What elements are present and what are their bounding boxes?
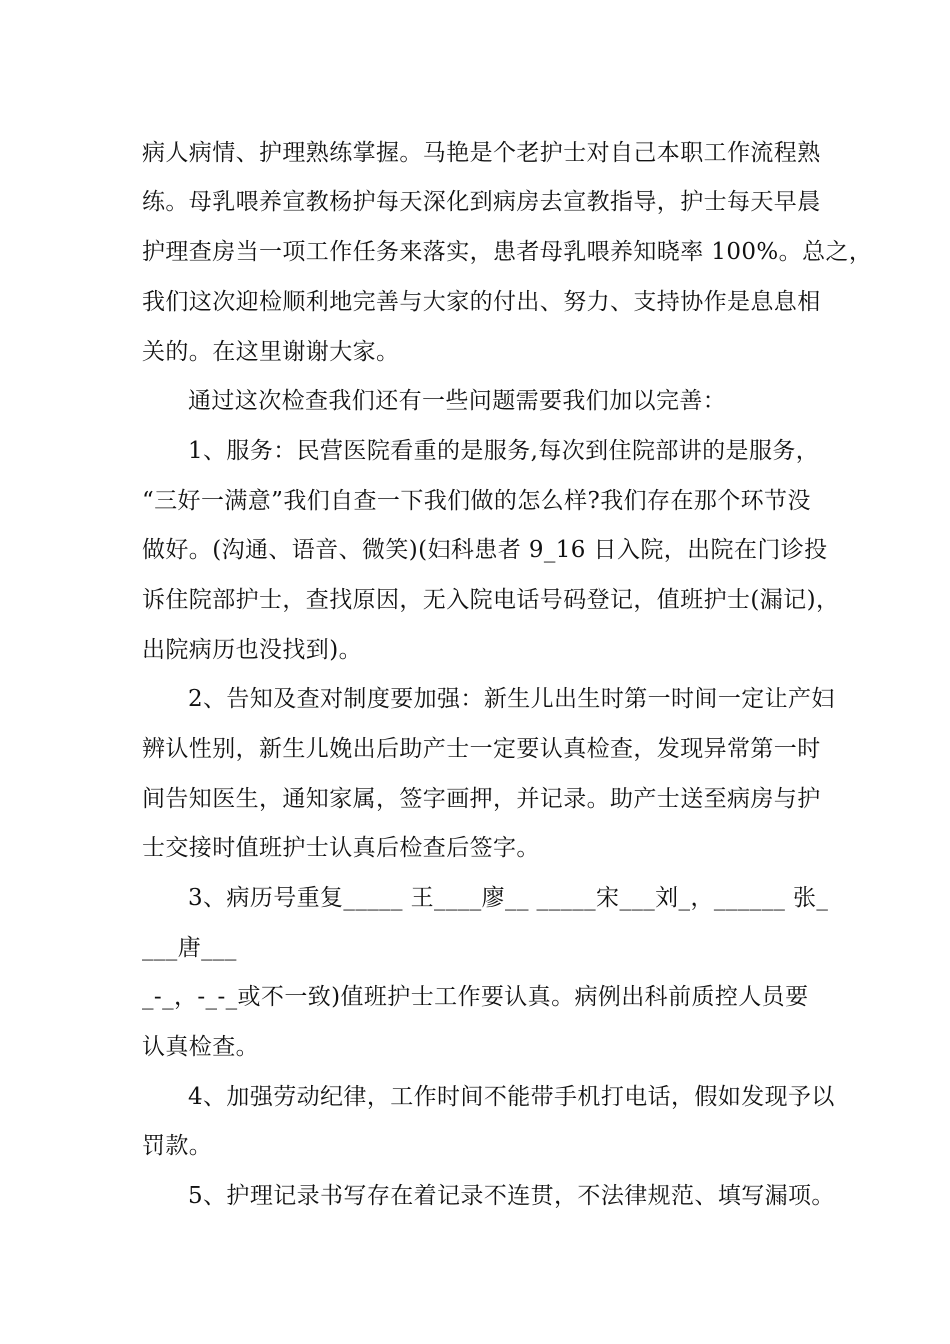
list-item-line: 士交接时值班护士认真后检查后签字。 <box>142 835 540 861</box>
list-item-line: 罚款。 <box>142 1133 213 1159</box>
list-item-line: 3、病历号重复_____ 王____廖__ _____宋___刘_，______ 张_ <box>188 885 829 911</box>
paragraph-line: 关的。在这里谢谢大家。 <box>142 339 400 365</box>
paragraph-line: 通过这次检查我们还有一些问题需要我们加以完善： <box>188 388 727 414</box>
list-item-line: 间告知医生，通知家属，签字画押，并记录。助产士送至病房与护 <box>142 786 821 812</box>
list-item-line: 诉住院部护士，查找原因，无入院电话号码登记，值班护士(漏记)， <box>142 587 840 613</box>
list-item-line: 5、护理记录书写存在着记录不连贯，不法律规范、填写漏项。 <box>188 1183 835 1209</box>
list-item-line: 1、服务：民营医院看重的是服务,每次到住院部讲的是服务， <box>188 438 820 464</box>
list-item-line: “三好一满意”我们自查一下我们做的怎么样?我们存在那个环节没 <box>142 488 811 514</box>
paragraph-line: 我们这次迎检顺利地完善与大家的付出、努力、支持协作是息息相 <box>142 289 821 315</box>
list-item-line: 认真检查。 <box>142 1034 259 1060</box>
paragraph-line: 练。母乳喂养宣教杨护每天深化到病房去宣教指导，护士每天早晨 <box>142 189 821 215</box>
list-item-line: 2、告知及查对制度要加强：新生儿出生时第一时间一定让产妇 <box>188 686 835 712</box>
list-item-line: 辨认性别，新生儿娩出后助产士一定要认真检查，发现异常第一时 <box>142 736 821 762</box>
paragraph-line: 护理查房当一项工作任务来落实，患者母乳喂养知晓率 100%。总之， <box>142 239 873 265</box>
list-item-line: _-_，-_-_或不一致)值班护士工作要认真。病例出科前质控人员要 <box>142 984 809 1010</box>
list-item-line: 做好。(沟通、语音、微笑)(妇科患者 9_16 日入院，出院在门诊投 <box>142 537 828 563</box>
paragraph-line: 病人病情、护理熟练掌握。马艳是个老护士对自己本职工作流程熟 <box>142 140 821 166</box>
list-item-line: ___唐___ <box>142 935 237 961</box>
list-item-line: 4、加强劳动纪律，工作时间不能带手机打电话，假如发现予以 <box>188 1084 835 1110</box>
list-item-line: 出院病历也没找到)。 <box>142 637 362 663</box>
